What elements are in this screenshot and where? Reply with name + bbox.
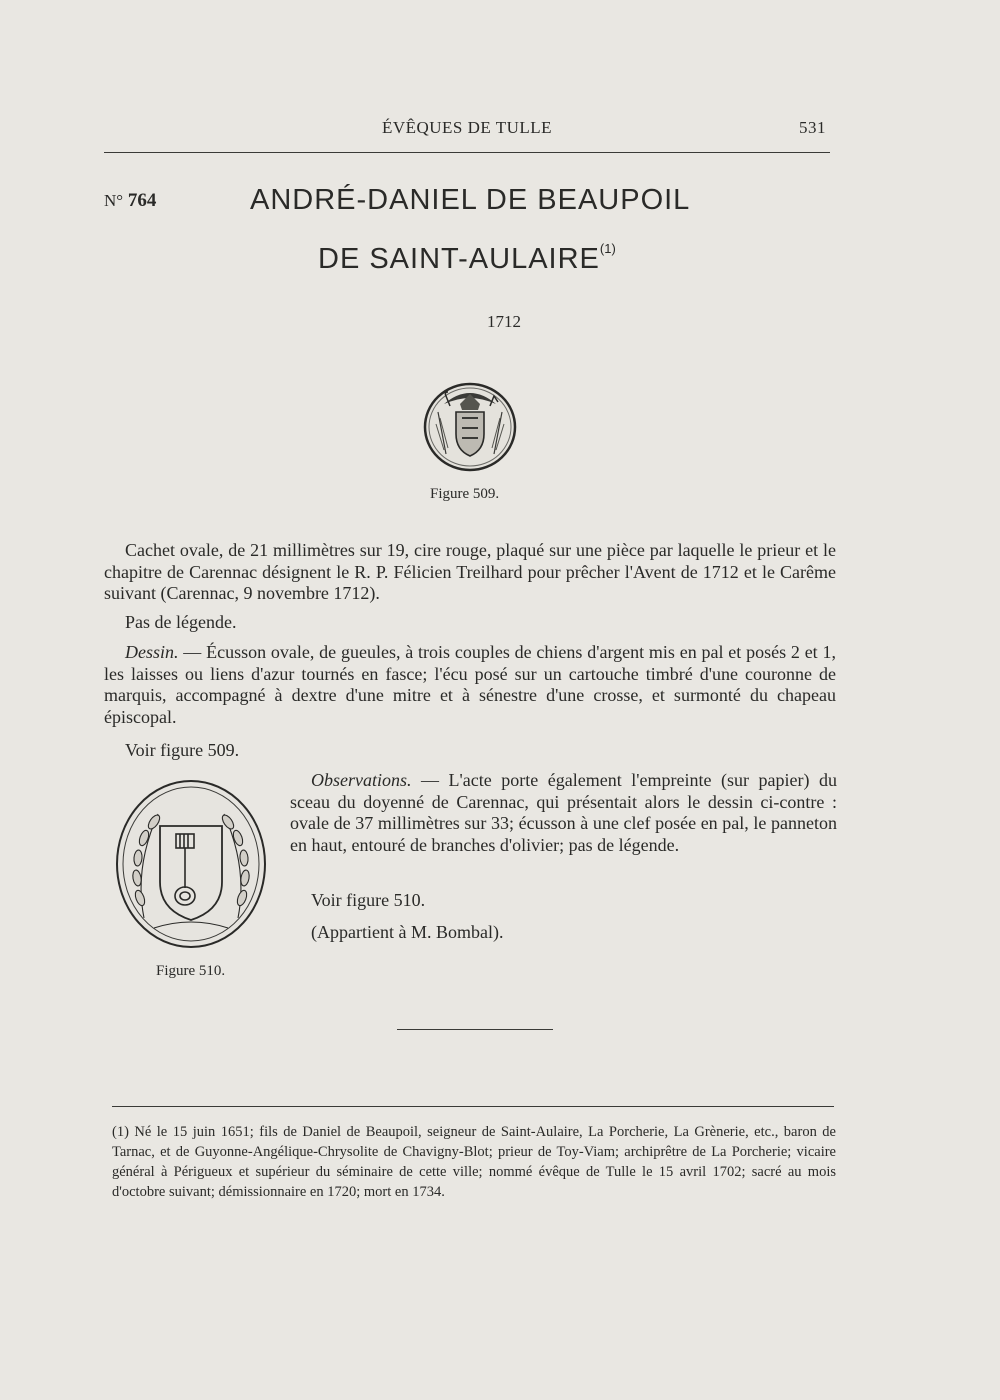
page-number: 531 (799, 118, 826, 137)
paragraph-observations (290, 770, 837, 856)
paragraph-description-text: Cachet ovale, de 21 millimètres sur 19, cire rouge, plaqué sur une pièce par laquelle le prieur et le chapitre de Carennac désignent le R. P. Félicien Treilhard pour prêcher l'Avent de 1712 et le Carême suivant (Carennac, 9 novembre 1712). (104, 540, 836, 603)
paragraph-legend-text: Pas de légende. (125, 612, 237, 632)
running-head (104, 118, 830, 140)
entry-title-line2-text: DE SAINT-AULAIRE (318, 243, 600, 275)
entry-year: 1712 (487, 312, 521, 331)
section-end-rule (397, 1029, 553, 1030)
figure-ref-509: Voir figure 509. (125, 740, 240, 760)
figure-509-caption: Figure 509. (430, 486, 500, 502)
figure-510-caption: Figure 510. (156, 963, 226, 979)
dessin-label: Dessin. (125, 642, 179, 662)
seal-figure-509 (422, 378, 518, 474)
entry-number-prefix: N° (104, 191, 124, 210)
entry-number (104, 190, 156, 212)
paragraph-figure-ref (104, 740, 836, 762)
observations-label: Observations. (311, 770, 412, 790)
entry-title-line2 (318, 243, 616, 276)
running-title: ÉVÊQUES DE TULLE (381, 118, 553, 137)
paragraph-dessin (104, 642, 836, 728)
entry-number-value: 764 (127, 190, 157, 211)
entry-title-line1: ANDRÉ-DANIEL DE BEAUPOIL (250, 184, 691, 216)
footnote-rule (112, 1106, 834, 1107)
paragraph-legend (104, 612, 836, 634)
header-rule (104, 152, 830, 153)
footnote: (1) Né le 15 juin 1651; fils de Daniel de Beaupoil, seigneur de Saint-Aulaire, La Porcherie, La Grènerie, etc., baron de Tarnac, et de Guyonne-Angélique-Chrysolite de Chavigny-Blot; prieur de Toy-Viam; archiprêtre de La Porcherie; vicaire général à Périgueux et supérieur du séminaire de cette ville; nommé évêque de Tulle le 15 avril 1702; sacré au mois d'octobre suivant; démissionnaire en 1720; mort en 1734. (112, 1124, 836, 1200)
dessin-text: — Écusson ovale, de gueules, à trois couples de chiens d'argent mis en pal et posés 2 et 1, les laisses ou liens d'azur tournés en fasce; l'écu posé sur un cartouche timbré d'une couronne de marquis, accompagné à dextre d'une mitre et à sénestre d'une crosse, et surmonté du chapeau épiscopal. (104, 642, 836, 727)
paragraph-description (104, 540, 836, 605)
footnote-ref: (1) (599, 241, 616, 257)
observations-text: — L'acte porte également l'empreinte (sur papier) du sceau du doyenné de Carennac, qui présentait alors le dessin ci-contre : ovale de 37 millimètres sur 33; écusson à une clef posée en pal, le panneton en haut, entouré de branches d'olivier; pas de légende. (290, 770, 837, 855)
seal-owner-note: (Appartient à M. Bombal). (311, 922, 504, 942)
figure-ref-510: Voir figure 510. (311, 890, 426, 910)
seal-figure-510 (114, 778, 270, 954)
